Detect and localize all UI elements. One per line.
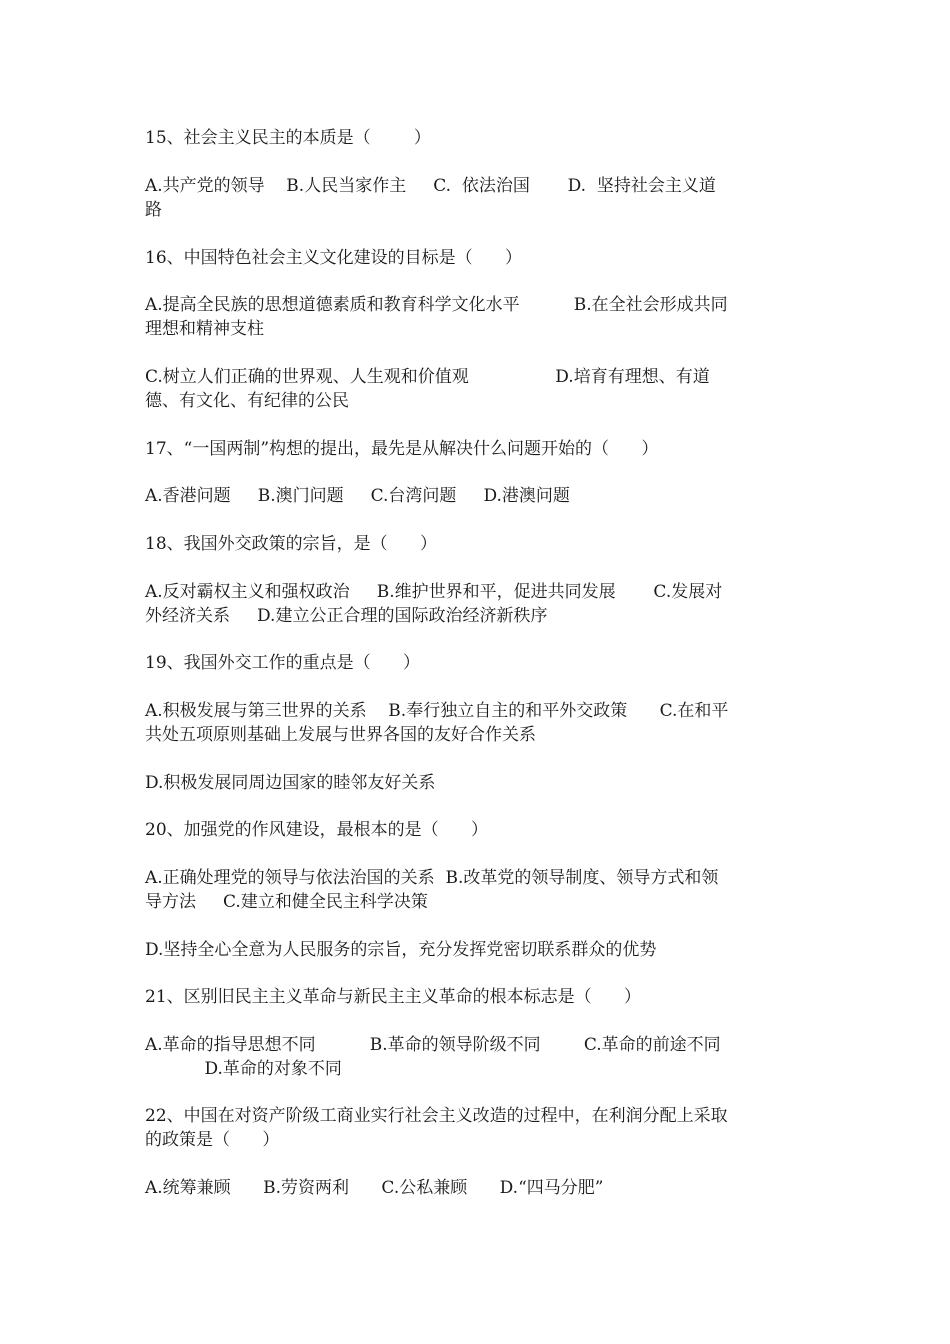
question-22-stem: 22、中国在对资产阶级工商业实行社会主义改造的过程中，在利润分配上采取 <box>145 1106 728 1126</box>
question-15-options: A.共产党的领导 B.人民当家作主 C. 依法治国 D. 坚持社会主义道 <box>145 176 716 196</box>
question-17-stem: 17、“一国两制”构想的提出，最先是从解决什么问题开始的（ ） <box>145 439 659 459</box>
question-19-options-cont: 共处五项原则基础上发展与世界各国的友好合作关系 <box>145 725 536 745</box>
question-18-stem: 18、我国外交政策的宗旨，是（ ） <box>145 534 438 554</box>
question-16-options-ab-cont: 理想和精神支柱 <box>145 319 264 339</box>
question-19-stem: 19、我国外交工作的重点是（ ） <box>145 653 421 673</box>
question-19-options: A.积极发展与第三世界的关系 B.奉行独立自主的和平外交政策 C.在和平 <box>145 701 729 721</box>
question-18-options: A.反对霸权主义和强权政治 B.维护世界和平，促进共同发展 C.发展对 <box>145 582 723 602</box>
question-22-options: A.统筹兼顾 B.劳资两利 C.公私兼顾 D.“四马分肥” <box>145 1178 604 1198</box>
question-16-options-ab: A.提高全民族的思想道德素质和教育科学文化水平 B.在全社会形成共同 <box>145 295 728 315</box>
question-18-options-cont: 外经济关系 D.建立公正合理的国际政治经济新秩序 <box>145 606 548 626</box>
question-20-option-d: D.坚持全心全意为人民服务的宗旨，充分发挥党密切联系群众的优势 <box>145 940 657 960</box>
question-21-option-d: D.革命的对象不同 <box>145 1059 342 1079</box>
question-21-options: A.革命的指导思想不同 B.革命的领导阶级不同 C.革命的前途不同 <box>145 1035 721 1055</box>
question-15-stem: 15、社会主义民主的本质是（ ） <box>145 128 431 148</box>
question-22-stem-cont: 的政策是（ ） <box>145 1130 280 1150</box>
question-21-stem: 21、区别旧民主主义革命与新民主主义革命的根本标志是（ ） <box>145 987 642 1007</box>
question-17-options: A.香港问题 B.澳门问题 C.台湾问题 D.港澳问题 <box>145 486 570 506</box>
question-20-options-cont: 导方法 C.建立和健全民主科学决策 <box>145 892 428 912</box>
question-15-options-cont: 路 <box>145 200 162 220</box>
question-19-option-d: D.积极发展同周边国家的睦邻友好关系 <box>145 773 436 793</box>
question-16-options-cd: C.树立人们正确的世界观、人生观和价值观 D.培育有理想、有道 <box>145 367 710 387</box>
question-16-options-cd-cont: 德、有文化、有纪律的公民 <box>145 391 349 411</box>
question-16-stem: 16、中国特色社会主义文化建设的目标是（ ） <box>145 248 523 268</box>
question-20-stem: 20、加强党的作风建设，最根本的是（ ） <box>145 820 489 840</box>
question-20-options: A.正确处理党的领导与依法治国的关系 B.改革党的领导制度、领导方式和领 <box>145 868 719 888</box>
